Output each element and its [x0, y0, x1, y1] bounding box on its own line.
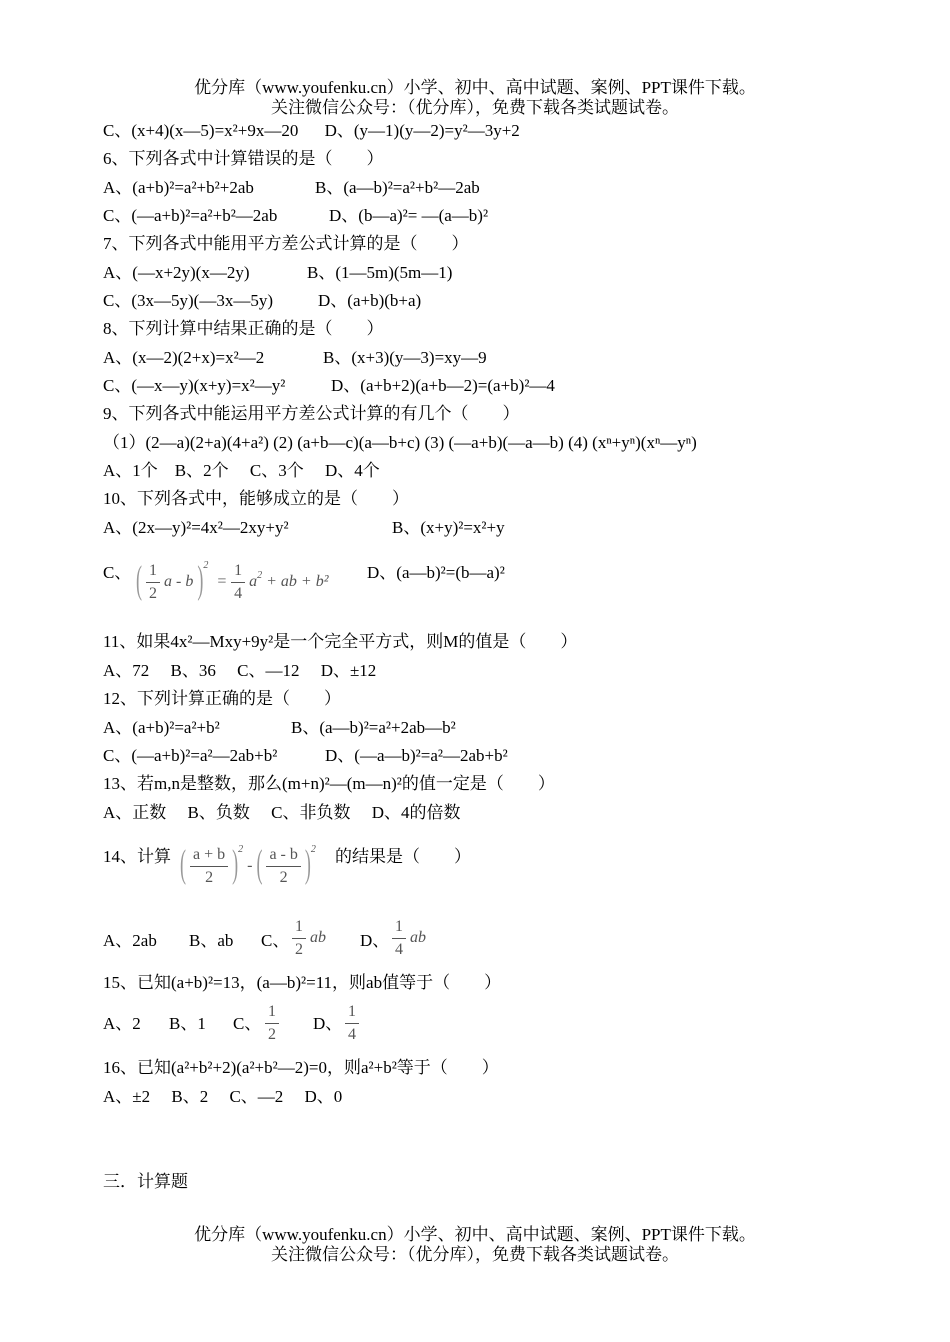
fraction: $\frac{1}{4}$ [231, 560, 245, 605]
q9-options: A、1个 B、2个 C、3个 D、4个 [103, 461, 380, 480]
q5-options [103, 120, 520, 142]
fraction: $\frac{1}{2}$ [265, 1001, 279, 1046]
q7-option-b: B、(1—5m)(5m—1) [307, 263, 453, 282]
q5-option-d: D、(y—1)(y—2)=y²—3y+2 [324, 121, 520, 140]
q9-stem: 9、下列各式中能运用平方差公式计算的有几个（ ） [103, 404, 520, 423]
q15-option-b: B、1 [169, 1014, 206, 1033]
q13-options: A、正数 B、负数 C、非负数 D、4的倍数 [103, 803, 461, 822]
footer-line-1: 优分库（www.youfenku.cn）小学、初中、高中试题、案例、PPT课件下载。 [194, 1225, 756, 1244]
header-line-1: 优分库（www.youfenku.cn）小学、初中、高中试题、案例、PPT课件下载。 [194, 78, 756, 97]
section-3-heading: 三．计算题 [103, 1172, 188, 1191]
q14-option-c: C、 [261, 931, 290, 950]
header-line-2: 关注微信公众号：（优分库），免费下载各类试题试卷。 [271, 98, 679, 117]
footer-line-2: 关注微信公众号：（优分库），免费下载各类试题试卷。 [271, 1245, 679, 1264]
q14-option-c-value: $\frac{1}{2}$ ab [292, 916, 326, 961]
q12-option-c: C、(—a+b)²=a²—2ab+b² [103, 746, 278, 765]
q7-option-d: D、(a+b)(b+a) [318, 291, 422, 310]
q6-option-a: A、(a+b)²=a²+b²+2ab [103, 178, 254, 197]
q12-option-a: A、(a+b)²=a²+b² [103, 718, 220, 737]
fraction: $\frac{a + b}{2}$ [190, 844, 228, 889]
q6-option-d: D、(b—a)²= —(a—b)² [329, 206, 489, 225]
q8-option-b: B、(x+3)(y—3)=xy—9 [323, 348, 487, 367]
q10-option-b: B、(x+y)²=x²+y [392, 518, 505, 537]
q11-options: A、72 B、36 C、—12 D、±12 [103, 661, 377, 680]
q8-option-d: D、(a+b+2)(a+b—2)=(a+b)²—4 [331, 376, 555, 395]
q12-stem: 12、下列计算正确的是（ ） [103, 689, 341, 708]
q15-stem: 15、已知(a+b)²=13，(a—b)²=11，则ab值等于（ ） [103, 973, 502, 992]
q12-option-b: B、(a—b)²=a²+2ab—b² [291, 718, 456, 737]
q14-tail: 的结果是（ ） [335, 847, 471, 866]
q8-option-a: A、(x—2)(2+x)=x²—2 [103, 348, 265, 367]
q14-option-b: B、ab [189, 931, 234, 950]
q12-option-d: D、(—a—b)²=a²—2ab+b² [325, 746, 508, 765]
q5-option-c: C、(x+4)(x—5)=x²+9x—20 [103, 121, 299, 140]
q10-option-d: D、(a—b)²=(b—a)² [367, 563, 505, 582]
q16-stem: 16、已知(a²+b²+2)(a²+b²—2)=0，则a²+b²等于（ ） [103, 1058, 499, 1077]
q15-option-a: A、2 [103, 1014, 141, 1033]
q8-option-c: C、(—x—y)(x+y)=x²—y² [103, 376, 286, 395]
fraction: $\frac{1}{4}$ [345, 1001, 359, 1046]
q14-option-d-value: $\frac{1}{4}$ ab [392, 916, 426, 961]
q9-items: （1）(2—a)(2+a)(4+a²) (2) (a+b—c)(a—b+c) (3) (—a+b)(—a—b) (4) (xⁿ+yⁿ)(xⁿ—yⁿ) [103, 433, 697, 452]
q10-option-c-formula: ( $\frac{1}{2}$ a - b )$^2$ = $\frac{1}{4}$ $a^2$ + ab + b² [136, 560, 329, 605]
q8-stem: 8、下列计算中结果正确的是（ ） [103, 319, 384, 338]
q10-option-c-label: C、 [103, 563, 132, 582]
q14-option-a: A、2ab [103, 931, 157, 950]
q6-option-b: B、(a—b)²=a²+b²—2ab [315, 178, 480, 197]
q7-stem: 7、下列各式中能用平方差公式计算的是（ ） [103, 234, 469, 253]
q14-formula: ( $\frac{a + b}{2}$ )$^2$ - ( $\frac{a - b}{2}$ )$^2$ [180, 844, 316, 889]
q15-option-d: D、 [313, 1014, 343, 1033]
fraction: $\frac{a - b}{2}$ [266, 844, 300, 889]
q15-option-c-value [265, 1001, 279, 1046]
fraction: $\frac{1}{2}$ [146, 560, 160, 605]
q15-option-d-value [345, 1001, 359, 1046]
q10-option-a: A、(2x—y)²=4x²—2xy+y² [103, 518, 289, 537]
q14-option-d: D、 [360, 931, 390, 950]
q6-option-c: C、(—a+b)²=a²+b²—2ab [103, 206, 278, 225]
q11-stem: 11、如果4x²—Mxy+9y²是一个完全平方式，则M的值是（ ） [103, 632, 578, 651]
q10-stem: 10、下列各式中，能够成立的是（ ） [103, 489, 409, 508]
q14-label: 14、计算 [103, 847, 171, 866]
q6-stem: 6、下列各式中计算错误的是（ ） [103, 149, 384, 168]
q13-stem: 13、若m,n是整数，那么(m+n)²—(m—n)²的值一定是（ ） [103, 774, 555, 793]
q7-option-a: A、(—x+2y)(x—2y) [103, 263, 250, 282]
q16-options: A、±2 B、2 C、—2 D、0 [103, 1087, 343, 1106]
fraction: $\frac{1}{4}$ [392, 916, 406, 961]
fraction: $\frac{1}{2}$ [292, 916, 306, 961]
q7-option-c: C、(3x—5y)(—3x—5y) [103, 291, 273, 310]
q15-option-c: C、 [233, 1014, 262, 1033]
